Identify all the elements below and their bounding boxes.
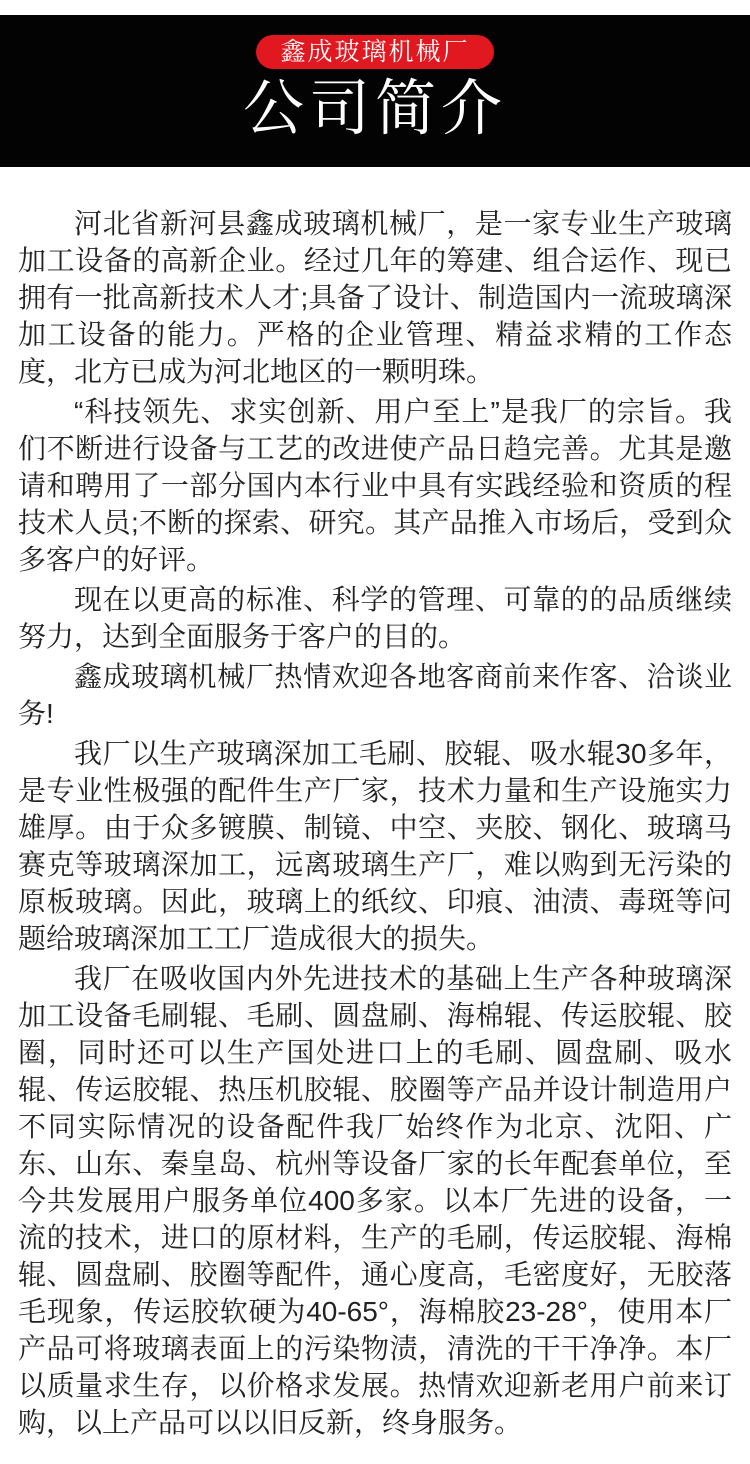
body-paragraph: 我厂在吸收国内外先进技术的基础上生产各种玻璃深加工设备毛刷辊、毛刷、圆盘刷、海棉辊、传运胶辊、胶圈，同时还可以生产国处进口上的毛刷、圆盘刷、吸水辊、传运胶辊、热压机胶辊、胶圈等产品并设计制造用户不同实际情况的设备配件我厂始终作为北京、沈阳、广东、山东、秦皇岛、杭州等设备厂家的长年配套单位，至今共发展用户服务单位400多家。以本厂先进的设备，一流的技术，进口的原材料，生产的毛刷，传运胶辊、海棉辊、圆盘刷、胶圈等配件，通心度高，毛密度好，无胶落毛现象，传运胶软硬为40-65°，海棉胶23-28°，使用本厂产品可将玻璃表面上的污染物渍，清洗的干干净净。本厂以质量求生存，以价格求发展。热情欢迎新老用户前来订购，以上产品可以以旧反新，终身服务。 bbox=[18, 963, 732, 1438]
page-title: 公司简介 bbox=[242, 74, 507, 142]
header-banner bbox=[0, 15, 750, 167]
company-name-badge: 鑫成玻璃机械厂 bbox=[256, 35, 493, 69]
company-intro-text bbox=[0, 167, 750, 1464]
body-paragraph: 鑫成玻璃机械厂热情欢迎各地客商前来作客、洽谈业务! bbox=[18, 661, 732, 729]
body-paragraph: “科技领先、求实创新、用户至上”是我厂的宗旨。我们不断进行设备与工艺的改进使产品日趋完善。尤其是邀请和聘用了一部分国内本行业中具有实践经验和资质的程技术人员;不断的探索、研究。其产品推入市场后，受到众多客户的好评。 bbox=[18, 396, 732, 575]
top-white-strip bbox=[0, 0, 750, 15]
body-paragraph: 现在以更高的标准、科学的管理、可靠的的品质继续努力，达到全面服务于客户的目的。 bbox=[18, 584, 732, 652]
body-paragraph: 河北省新河县鑫成玻璃机械厂，是一家专业生产玻璃加工设备的高新企业。经过几年的筹建、组合运作、现已拥有一批高新技术人才;具备了设计、制造国内一流玻璃深加工设备的能力。严格的企业管理、精益求精的工作态度，北方已成为河北地区的一颗明珠。 bbox=[18, 208, 732, 387]
body-paragraph: 我厂以生产玻璃深加工毛刷、胶辊、吸水辊30多年，是专业性极强的配件生产厂家，技术力量和生产设施实力雄厚。由于众多镀膜、制镜、中空、夹胶、钢化、玻璃马赛克等玻璃深加工，远离玻璃生产厂，难以购到无污染的原板玻璃。因此，玻璃上的纸纹、印痕、油渍、毒斑等问题给玻璃深加工工厂造成很大的损失。 bbox=[18, 738, 732, 954]
